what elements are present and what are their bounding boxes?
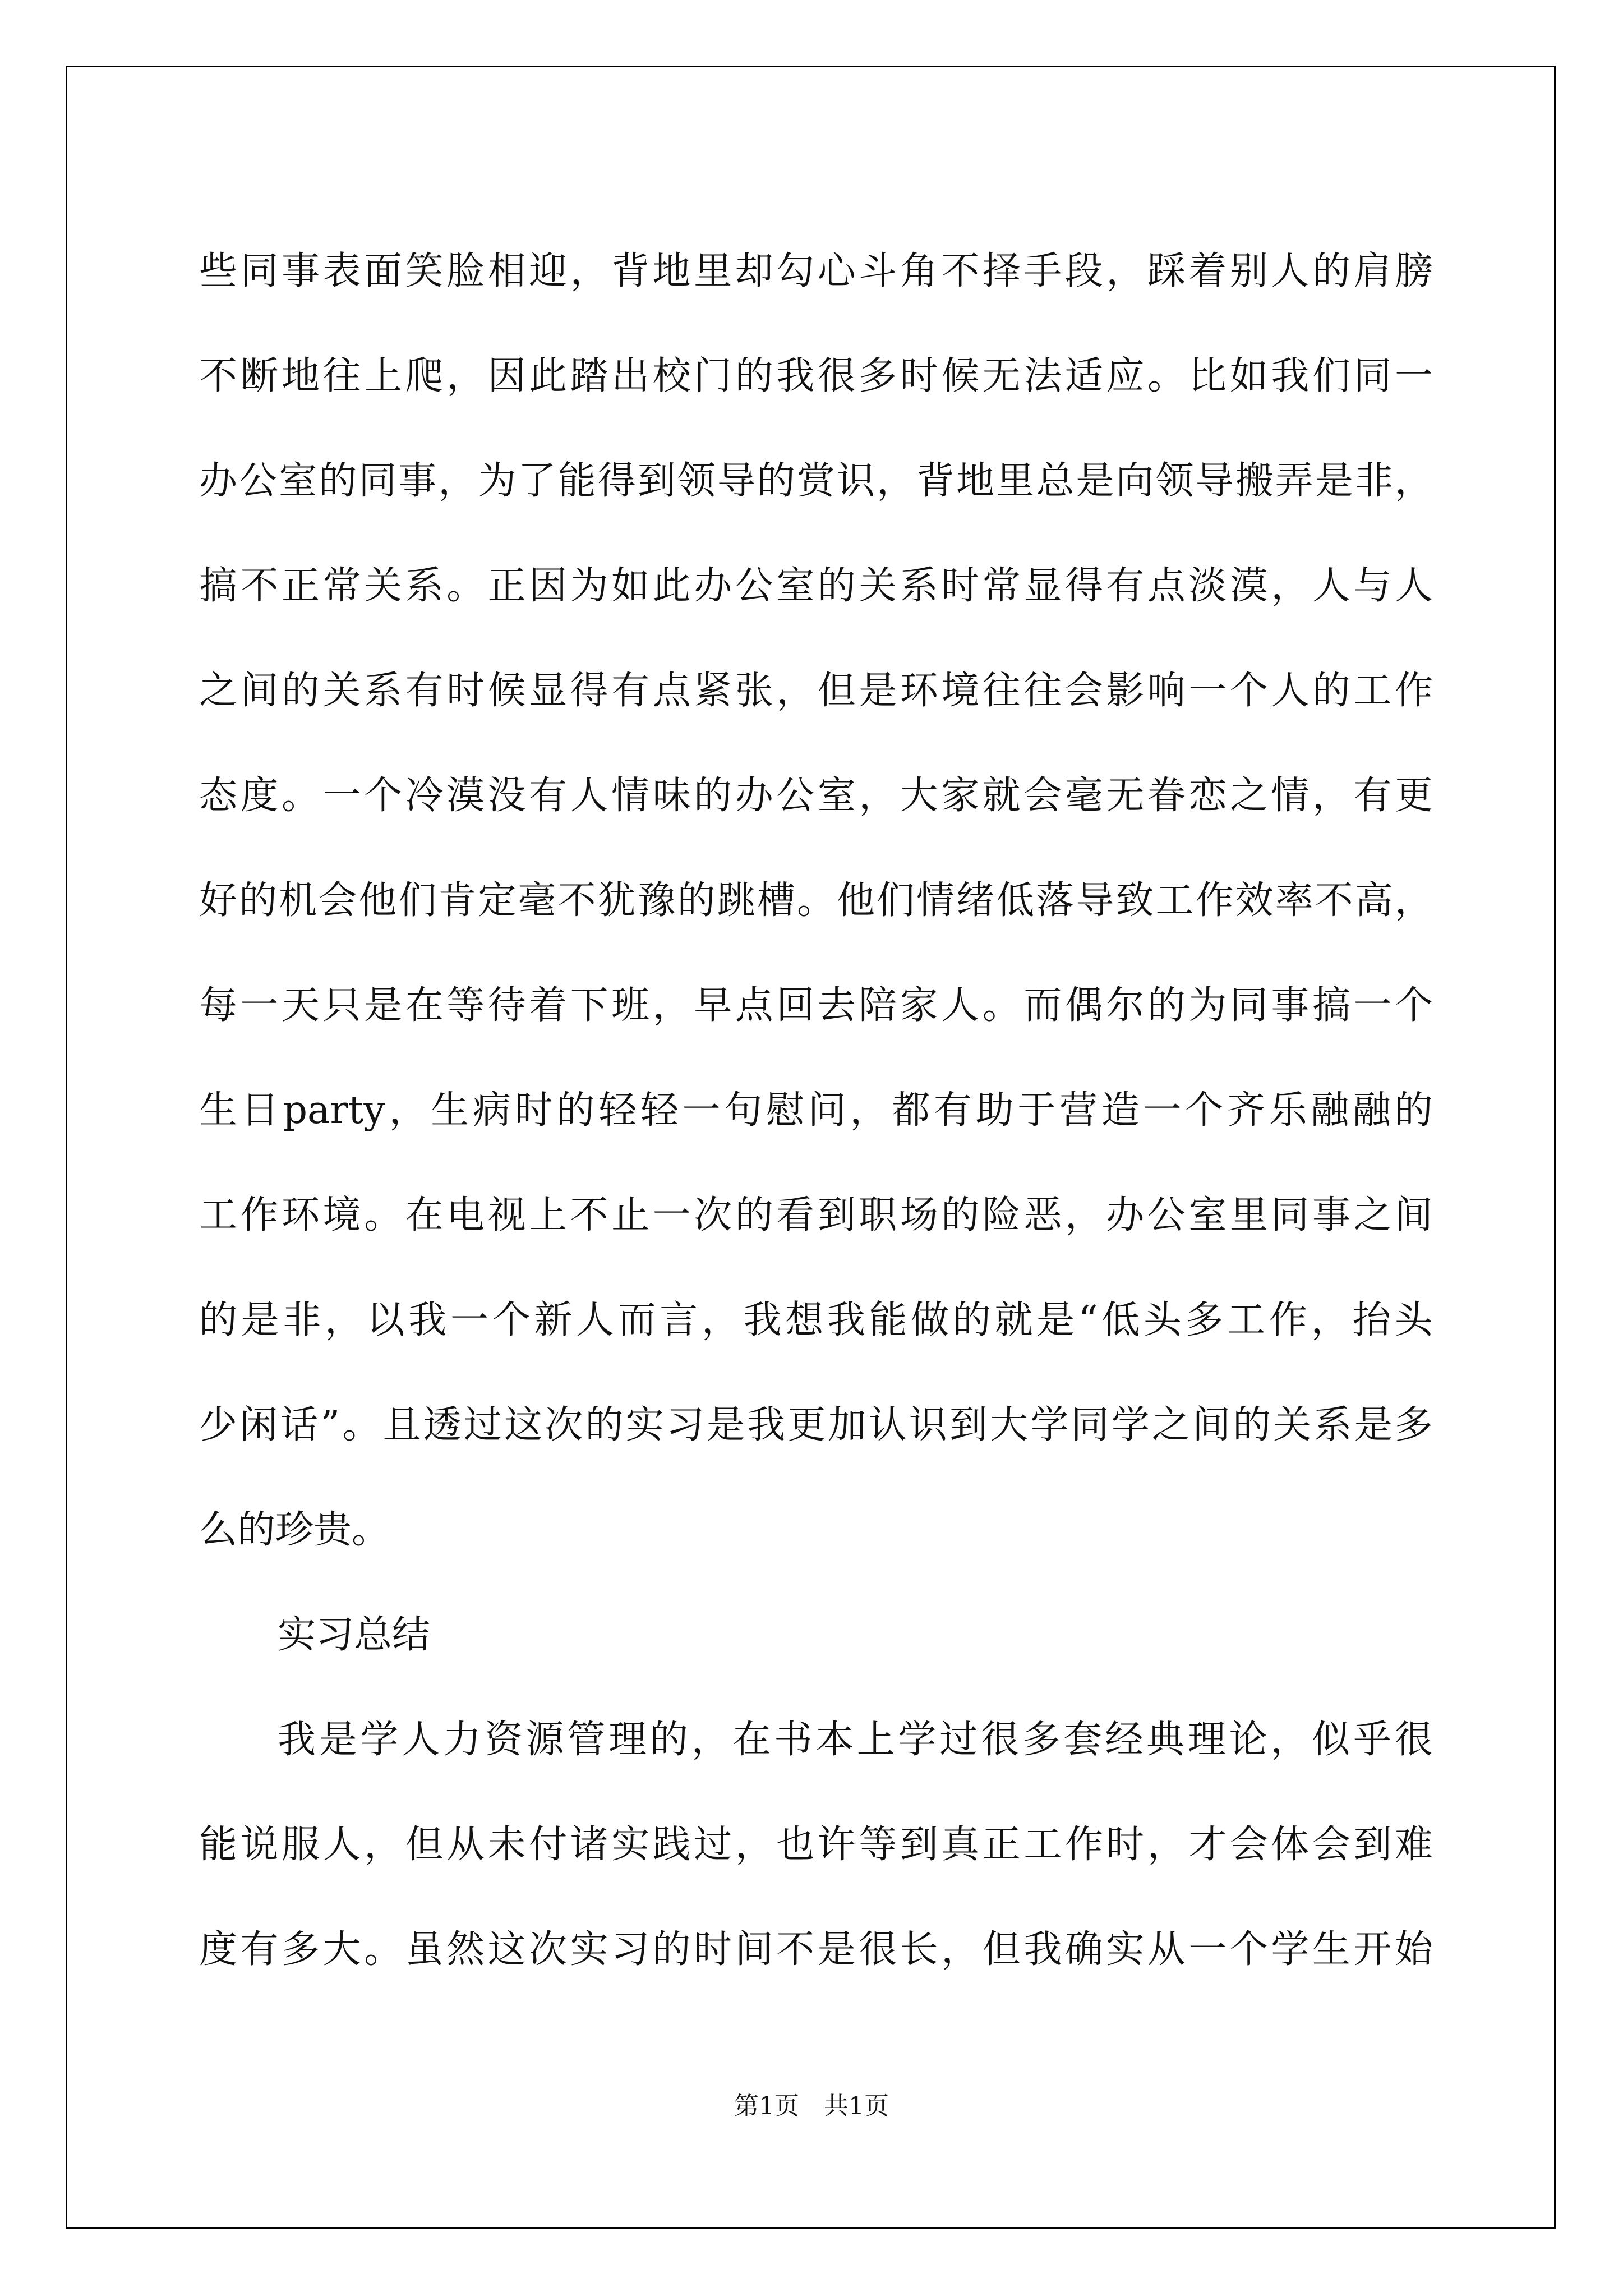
text-line: 工 作 环 境 。 在 电 视 上 不 止 一 次 的 看 到 职 场 的 险 恶 ， 办 公 室 里 同 事 之 间	[199, 1193, 1433, 1237]
text-line: 搞 不 正 常 关 系 。 正 因 为 如 此 办 公 室 的 关 系 时 常 显 得 有 点 淡 漠 ， 人 与 人	[199, 564, 1433, 608]
text-line: 实习总结	[278, 1613, 431, 1657]
text-line: 能 说 服 人 ， 但 从 未 付 诸 实 践 过 ， 也 许 等 到 真 正 工 作 时 ， 才 会 体 会 到 难	[199, 1823, 1433, 1867]
text-line: 的 是 非 ， 以 我 一 个 新 人 而 言 ， 我 想 我 能 做 的 就 是 “ 低 头 多 工 作 ， 抬 头	[199, 1298, 1433, 1342]
text-line: 办 公 室 的 同 事 ， 为 了 能 得 到 领 导 的 赏 识 ， 背 地 里 总 是 向 领 导 搬 弄 是 非 ，	[199, 459, 1433, 503]
text-line: 些 同 事 表 面 笑 脸 相 迎 ， 背 地 里 却 勾 心 斗 角 不 择 手 段 ， 踩 着 别 人 的 肩 膀	[199, 249, 1433, 293]
text-line: 态 度 。 一 个 冷 漠 没 有 人 情 味 的 办 公 室 ， 大 家 就 会 毫 无 眷 恋 之 情 ， 有 更	[199, 774, 1433, 818]
text-line: 每 一 天 只 是 在 等 待 着 下 班 ， 早 点 回 去 陪 家 人 。 而 偶 尔 的 为 同 事 搞 一 个	[199, 983, 1433, 1028]
page-footer: 第1页 共1页	[734, 2092, 889, 2120]
text-line: 我 是 学 人 力 资 源 管 理 的 ， 在 书 本 上 学 过 很 多 套 经 典 理 论 ， 似 乎 很	[278, 1718, 1433, 1762]
document-body	[199, 219, 1433, 2002]
text-line: 么的珍贵。	[199, 1508, 390, 1552]
text-line: 生 日 party ， 生 病 时 的 轻 轻 一 句 慰 问 ， 都 有 助 于 营 造 一 个 齐 乐 融 融 的	[199, 1088, 1433, 1133]
text-line: 少 闲 话 ” 。 且 透 过 这 次 的 实 习 是 我 更 加 认 识 到 大 学 同 学 之 间 的 关 系 是 多	[199, 1403, 1433, 1447]
text-line: 之 间 的 关 系 有 时 候 显 得 有 点 紧 张 ， 但 是 环 境 往 往 会 影 响 一 个 人 的 工 作	[199, 669, 1433, 713]
text-line: 不 断 地 往 上 爬 ， 因 此 踏 出 校 门 的 我 很 多 时 候 无 法 适 应 。 比 如 我 们 同 一	[199, 354, 1433, 398]
text-line: 好 的 机 会 他 们 肯 定 毫 不 犹 豫 的 跳 槽 。 他 们 情 绪 低 落 导 致 工 作 效 率 不 高 ，	[199, 878, 1433, 923]
text-line: 度 有 多 大 。 虽 然 这 次 实 习 的 时 间 不 是 很 长 ， 但 我 确 实 从 一 个 学 生 开 始	[199, 1927, 1433, 1972]
